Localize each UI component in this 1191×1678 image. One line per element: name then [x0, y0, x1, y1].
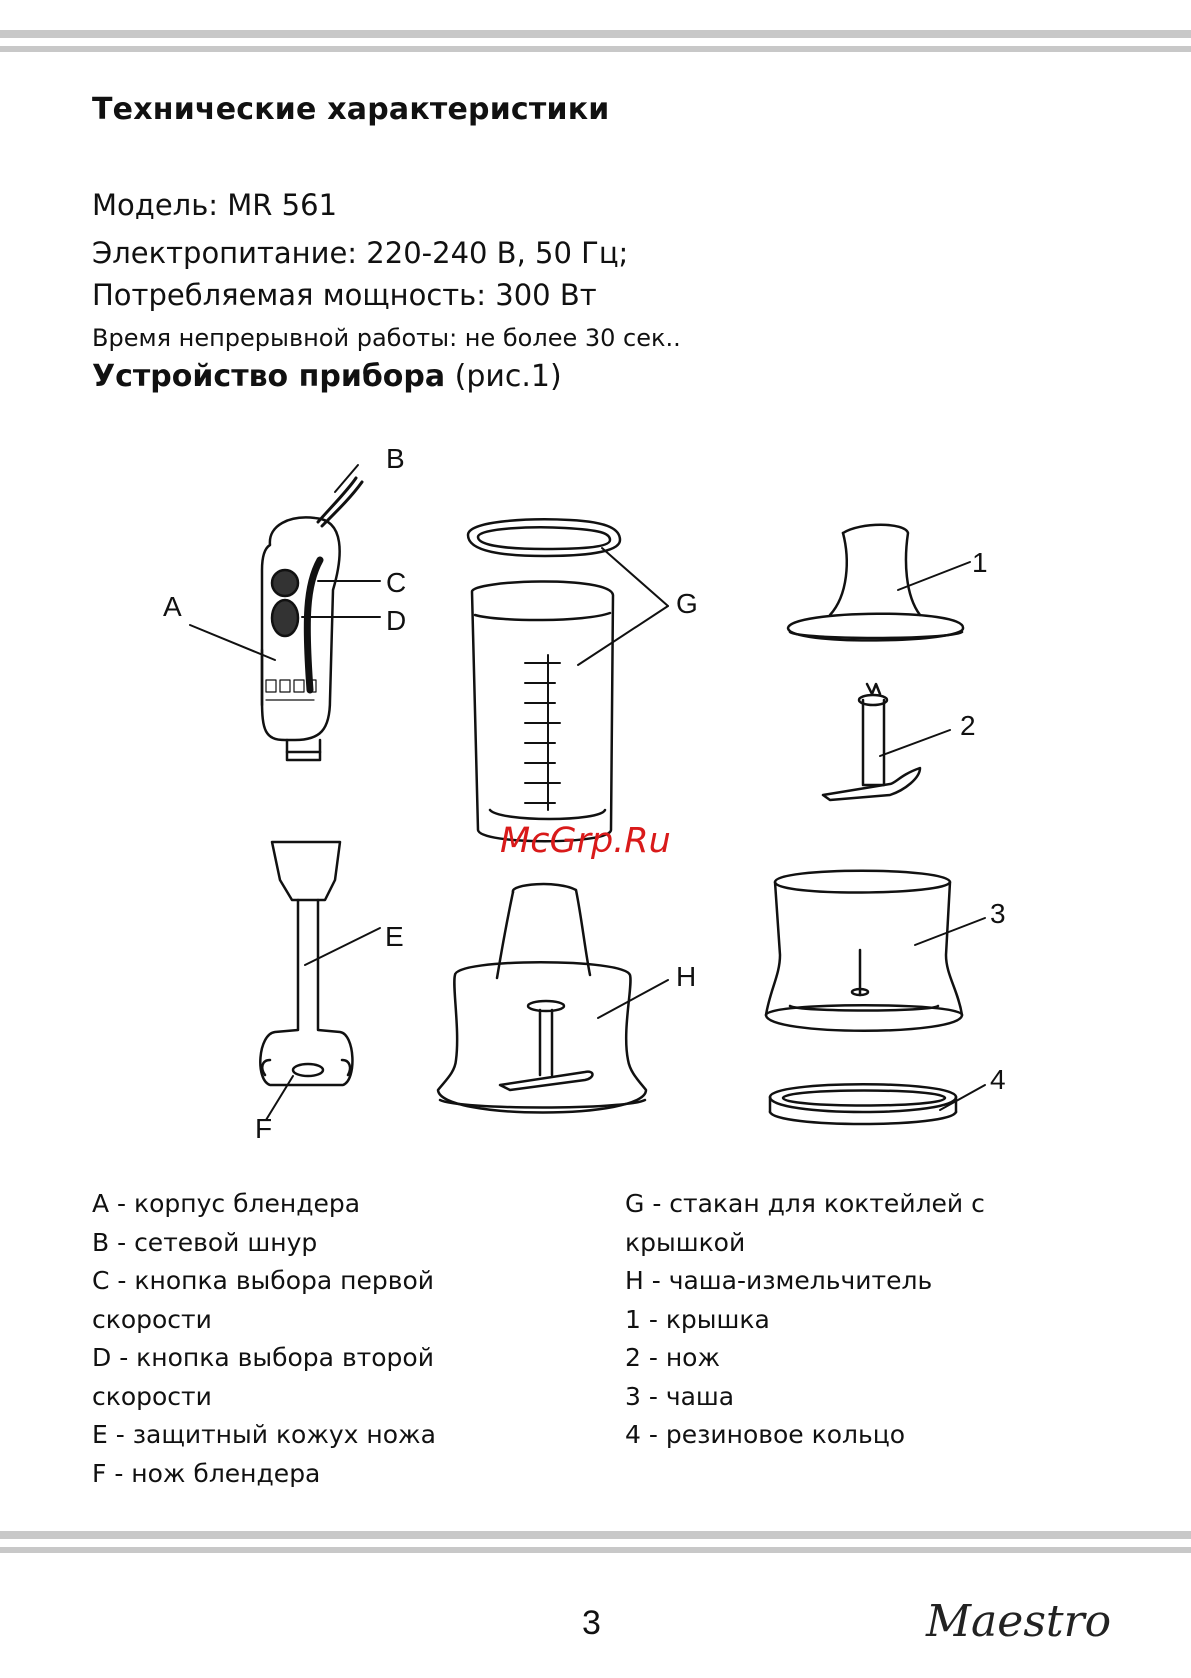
blender-body-drawing [262, 478, 362, 760]
leader-line-1 [898, 562, 970, 590]
legend-item: B - сетевой шнур [92, 1227, 318, 1257]
legend-item: E - защитный кожух ножа [92, 1420, 436, 1449]
page-title: Технические характеристики [92, 92, 610, 127]
legend-item: скорости [92, 1304, 212, 1334]
legend-item: H - чаша-измельчитель [625, 1266, 933, 1295]
bottom-rule-1 [0, 1531, 1191, 1539]
device-heading [92, 359, 562, 394]
bottom-rule-2 [0, 1547, 1191, 1553]
legend-item: 1 - крышка [625, 1304, 770, 1334]
label-g: G [676, 588, 698, 619]
legend-item: F - нож блендера [92, 1458, 321, 1488]
ring-drawing [770, 1084, 956, 1124]
lid-drawing [788, 525, 963, 641]
leader-lines-g [578, 548, 668, 665]
leader-line-2 [880, 730, 950, 756]
label-e: E [385, 921, 404, 952]
label-2: 2 [960, 710, 976, 741]
chopper-drawing [438, 884, 646, 1112]
legend-item: 2 - нож [625, 1343, 720, 1372]
device-heading-bold: Устройство прибора [92, 359, 446, 394]
watermark: McGrp.Ru [500, 821, 671, 861]
label-a: A [163, 591, 182, 622]
legend-item: 3 - чаша [625, 1381, 735, 1411]
label-c: C [386, 567, 407, 598]
legend-right [625, 1185, 985, 1455]
label-4: 4 [990, 1064, 1006, 1095]
spec-consumption: Потребляемая мощность: 300 Вт [92, 278, 597, 312]
leader-line-h [598, 980, 668, 1018]
label-3: 3 [990, 898, 1006, 929]
legend-item: G - стакан для коктейлей с [625, 1189, 985, 1218]
top-rule-2 [0, 46, 1191, 52]
knife-drawing [823, 684, 920, 800]
device-figure [0, 430, 1191, 1170]
leader-line-4 [940, 1085, 985, 1110]
label-d: D [386, 605, 407, 636]
label-b: B [386, 443, 405, 474]
device-heading-ref: (рис.1) [445, 359, 562, 394]
legend-item: скорости [92, 1381, 212, 1411]
legend-item: крышкой [625, 1227, 746, 1257]
spec-power-supply: Электропитание: 220-240 В, 50 Гц; [92, 236, 629, 270]
beaker-drawing [468, 519, 620, 841]
leader-line-3 [915, 918, 985, 945]
legend-left [92, 1185, 436, 1493]
legend-item: A - корпус блендера [92, 1189, 361, 1218]
label-f: F [255, 1113, 273, 1144]
leader-lines-shaft [266, 928, 380, 1120]
bowl-drawing [766, 871, 962, 1031]
brand-logo: Maestro [926, 1596, 1112, 1647]
label-h: H [676, 961, 697, 992]
label-1: 1 [972, 547, 988, 578]
page-number: 3 [582, 1604, 601, 1642]
legend-item: C - кнопка выбора первой [92, 1266, 435, 1295]
spec-model: Модель: MR 561 [92, 188, 338, 222]
spec-runtime: Время непрерывной работы: не более 30 сек.. [92, 324, 681, 352]
top-rule-1 [0, 30, 1191, 38]
legend-item: 4 - резиновое кольцо [625, 1420, 906, 1449]
legend-item: D - кнопка выбора второй [92, 1343, 434, 1372]
